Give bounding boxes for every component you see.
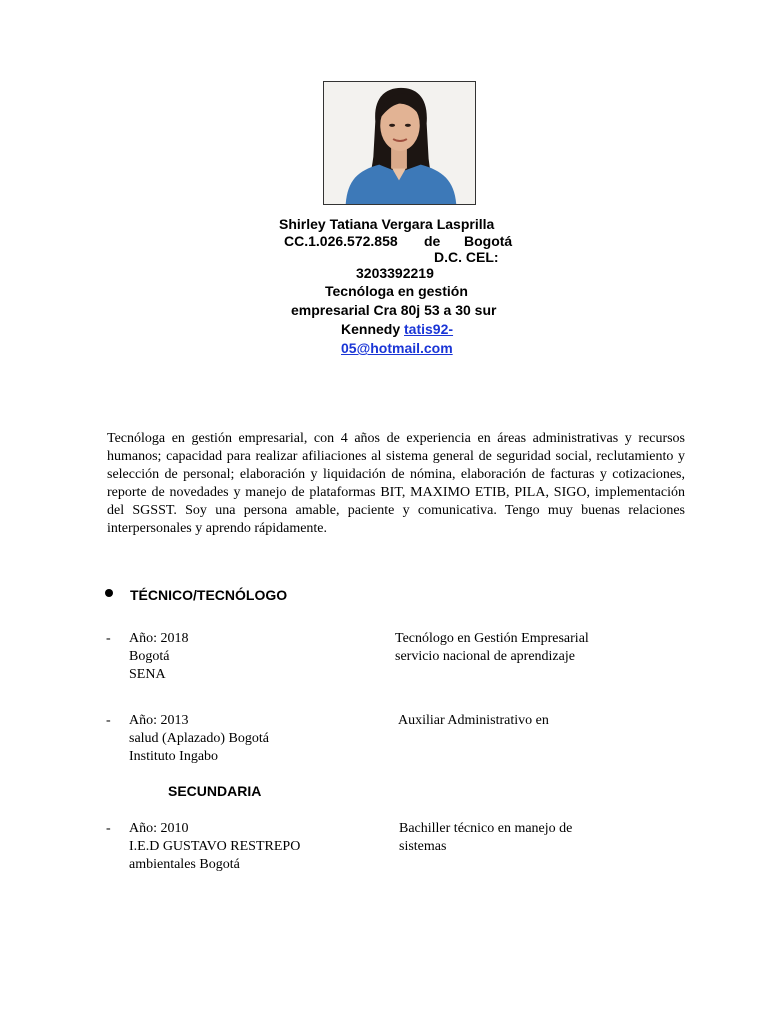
entry-degree: Bachiller técnico en manejo de (399, 821, 573, 836)
id-number: CC.1.026.572.858 (284, 233, 398, 249)
address: empresarial Cra 80j 53 a 30 sur (291, 302, 497, 318)
entry-location: salud (Aplazado) Bogotá (129, 731, 269, 746)
entry-location: Bogotá (129, 649, 170, 664)
entry-degree: Tecnólogo en Gestión Empresarial (395, 631, 589, 646)
section-title-secundaria: SECUNDARIA (168, 783, 262, 799)
entry-dash: - (106, 631, 111, 646)
entry-degree-detail: sistemas (399, 839, 447, 854)
entry-institution: SENA (129, 667, 166, 682)
entry-degree-detail: servicio nacional de aprendizaje (395, 649, 575, 664)
section-bullet (105, 589, 113, 597)
entry-year: Año: 2018 (129, 631, 189, 646)
entry-institution: Instituto Ingabo (129, 749, 219, 764)
id-city: Bogotá (464, 233, 513, 249)
entry-year: Año: 2010 (129, 821, 189, 836)
entry-location: ambientales Bogotá (129, 857, 240, 872)
entry-year: Año: 2013 (129, 713, 189, 728)
entry-dash: - (106, 821, 111, 836)
locality-email-line (341, 321, 453, 338)
email-link-part-1[interactable]: tatis92- (404, 321, 454, 337)
entry-institution: I.E.D GUSTAVO RESTREPO (129, 839, 301, 854)
candidate-name: Shirley Tatiana Vergara Lasprilla (279, 216, 495, 232)
id-district-cel: D.C. CEL: (434, 249, 499, 265)
id-de: de (424, 233, 441, 249)
email-link-part-2[interactable]: 05@hotmail.com (341, 340, 453, 356)
entry-degree: Auxiliar Administrativo en (398, 713, 549, 728)
section-title-tecnico: TÉCNICO/TECNÓLOGO (130, 587, 288, 603)
phone-number: 3203392219 (356, 265, 434, 281)
entry-dash: - (106, 713, 111, 728)
profile-photo (323, 81, 476, 205)
locality: Kennedy (341, 321, 401, 337)
professional-title: Tecnóloga en gestión (325, 283, 468, 299)
professional-summary: Tecnóloga en gestión empresarial, con 4 años de experiencia en áreas administrativas y recursos humanos; capacidad para realizar afiliaciones al sistema general de seguridad social, reclutamiento y selección de personal; elaboración y liquidación de nómina, elaboración de facturas y cotizaciones, reporte de novedades y manejo de plataformas BIT, MAXIMO ETIB, PILA, SIGO, implementación del SGSST. Soy una persona amable, paciente y comunicativa. Tengo muy buenas relaciones interpersonales y aprendo rápidamente. (107, 431, 685, 536)
